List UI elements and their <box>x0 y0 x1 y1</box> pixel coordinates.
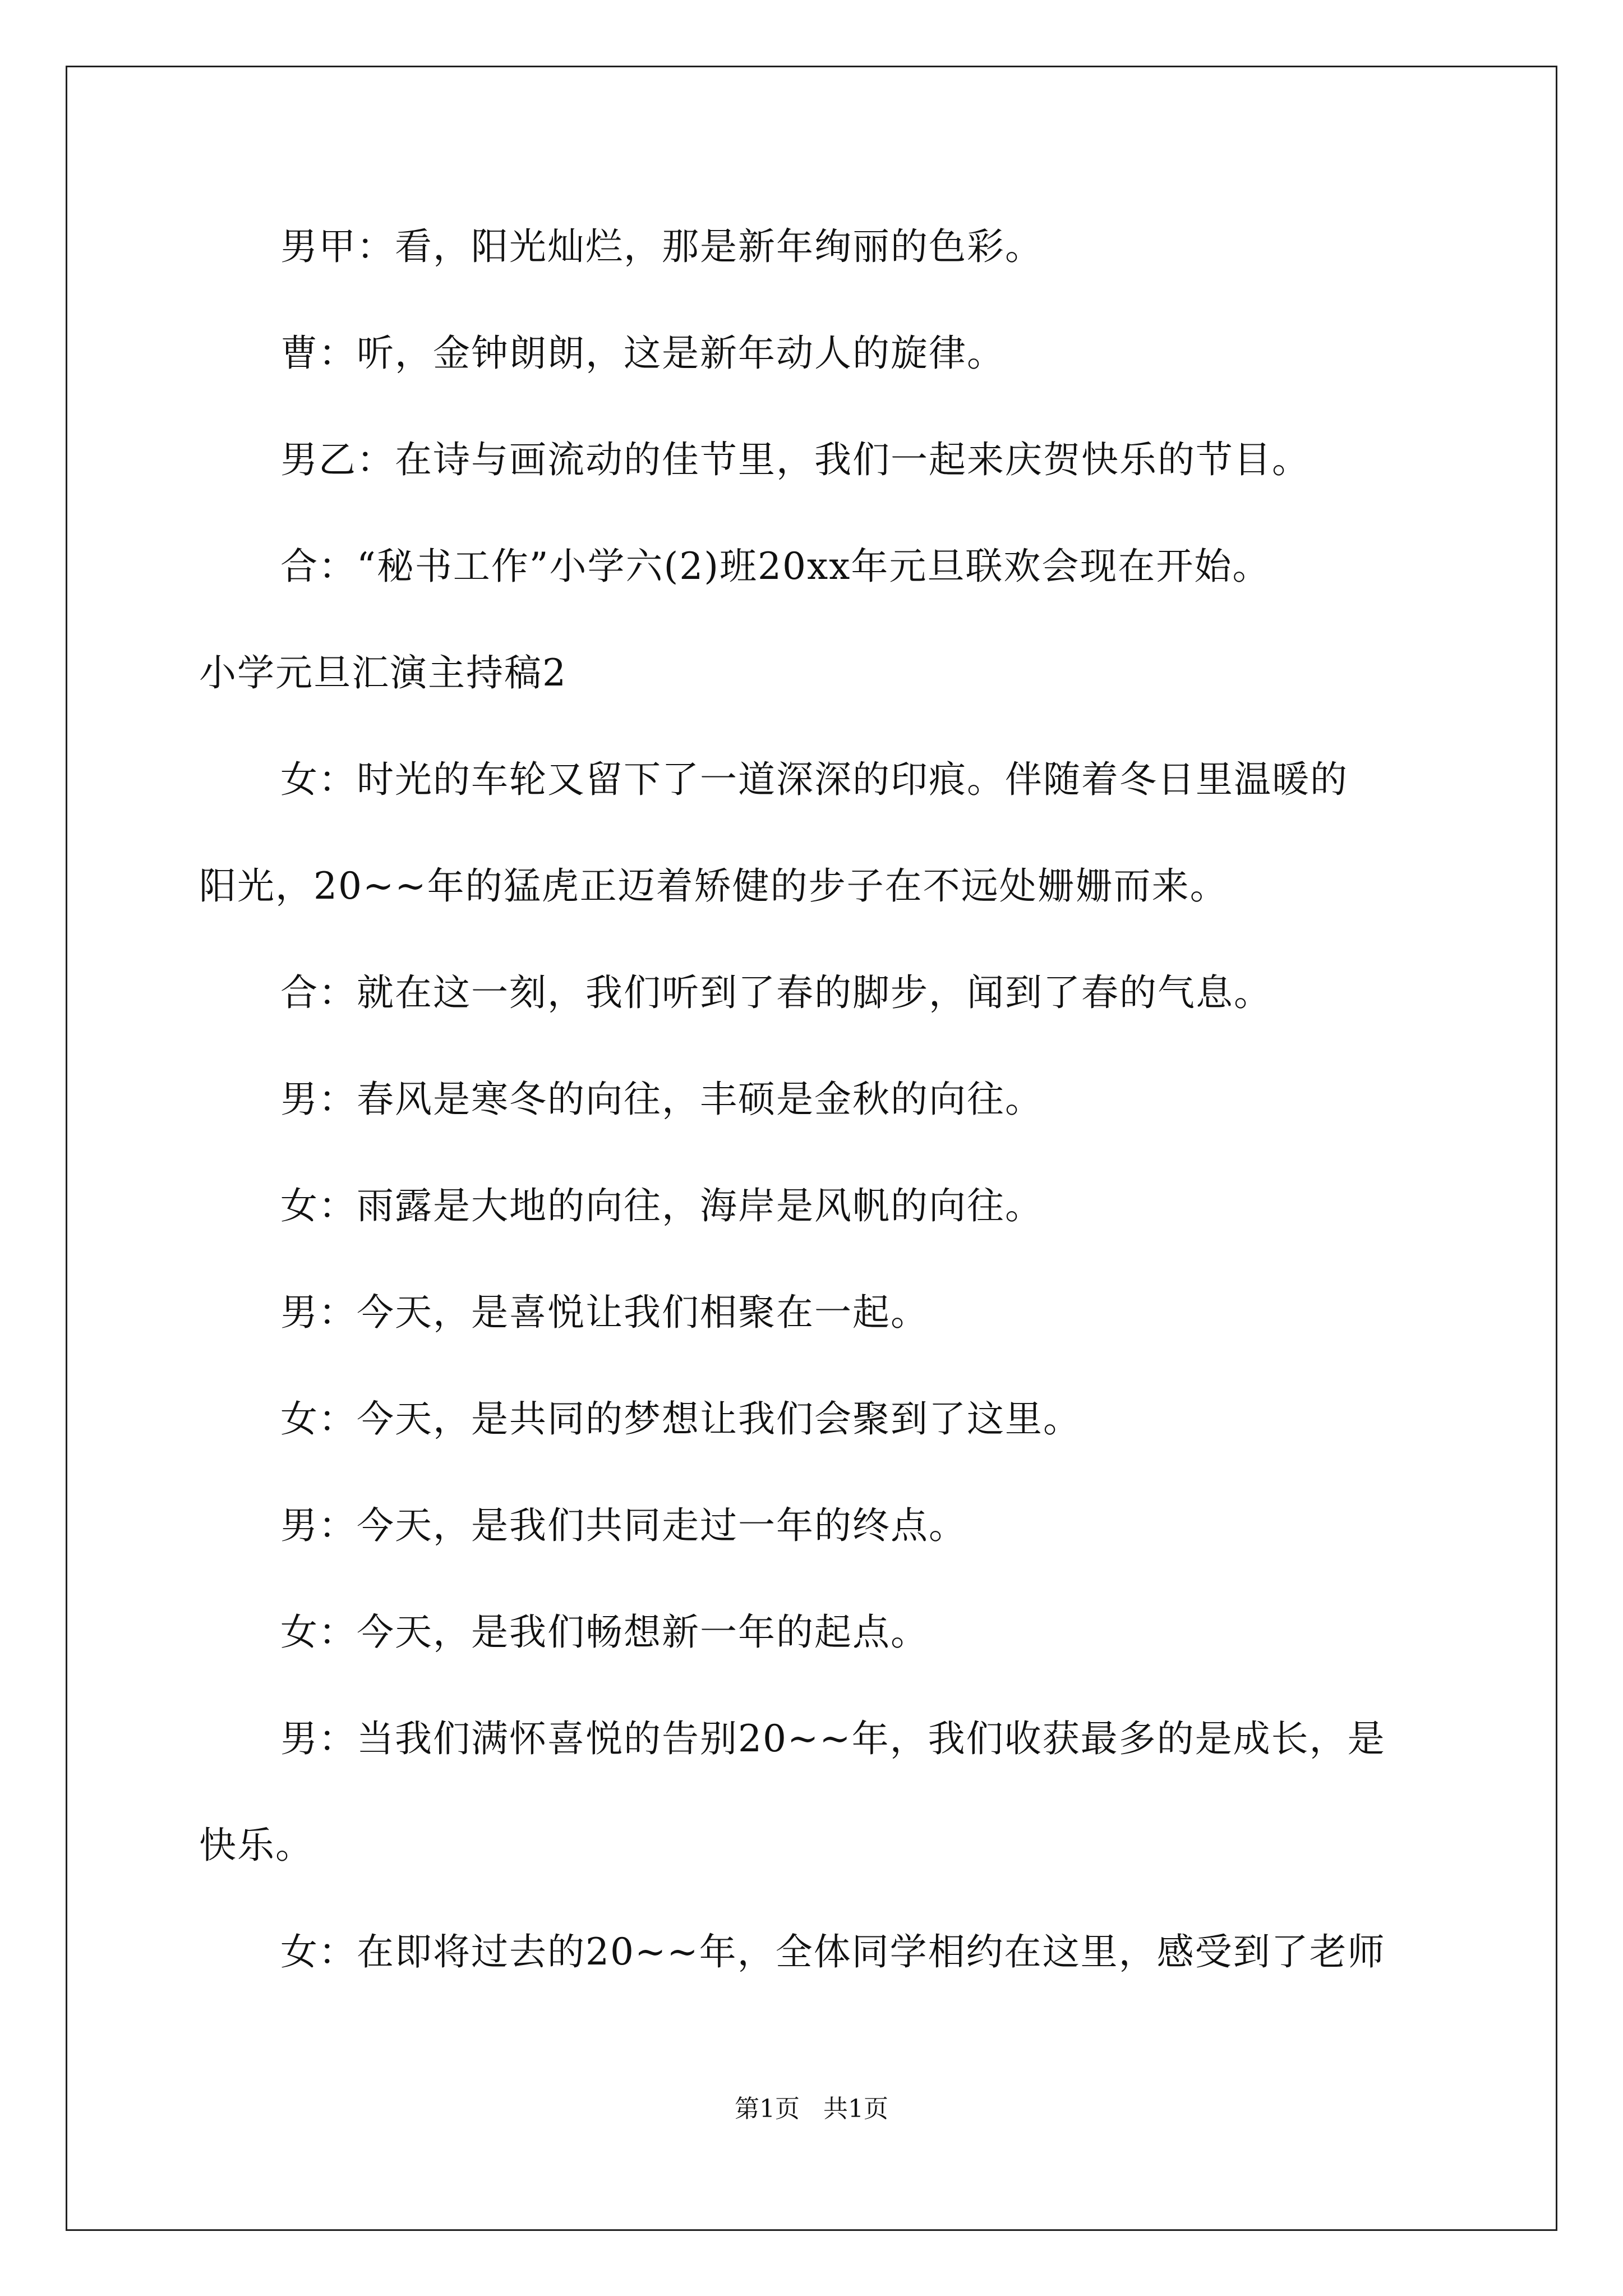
text-line: 曹：听，金钟朗朗，这是新年动人的旋律。 <box>280 332 1005 375</box>
text-line: 女：时光的车轮又留下了一道深深的印痕。伴随着冬日里温暖的 <box>280 758 1348 801</box>
text-line: 快乐。 <box>199 1824 313 1867</box>
text-line: 男甲：看，阳光灿烂，那是新年绚丽的色彩。 <box>280 225 1043 268</box>
text-line: 男：今天，是我们共同走过一年的终点。 <box>280 1504 967 1547</box>
text-line: 女：雨露是大地的向往，海岸是风帆的向往。 <box>280 1184 1043 1227</box>
text-line: 女：今天，是共同的梦想让我们会聚到了这里。 <box>280 1397 1081 1441</box>
text-line: 男：春风是寒冬的向往，丰硕是金秋的向往。 <box>280 1078 1043 1121</box>
text-line: 男：今天，是喜悦让我们相聚在一起。 <box>280 1291 929 1334</box>
text-line: 女：今天，是我们畅想新一年的起点。 <box>280 1611 929 1654</box>
text-line: 男：当我们满怀喜悦的告别20~~年，我们收获最多的是成长，是 <box>280 1717 1386 1760</box>
section-heading: 小学元旦汇演主持稿2 <box>199 651 567 694</box>
page-footer: 第1页 共1页 <box>735 2095 888 2123</box>
text-line: 阳光，20~~年的猛虎正迈着矫健的步子在不远处姗姗而来。 <box>199 864 1228 908</box>
text-line: 男乙：在诗与画流动的佳节里，我们一起来庆贺快乐的节目。 <box>280 438 1310 481</box>
text-line: 合：“秘书工作”小学六(2)班20xx年元旦联欢会现在开始。 <box>280 545 1271 588</box>
text-line: 合：就在这一刻，我们听到了春的脚步，闻到了春的气息。 <box>280 971 1272 1014</box>
text-line: 女：在即将过去的20~~年，全体同学相约在这里，感受到了老师 <box>280 1930 1386 1973</box>
page-border <box>66 66 1557 2231</box>
